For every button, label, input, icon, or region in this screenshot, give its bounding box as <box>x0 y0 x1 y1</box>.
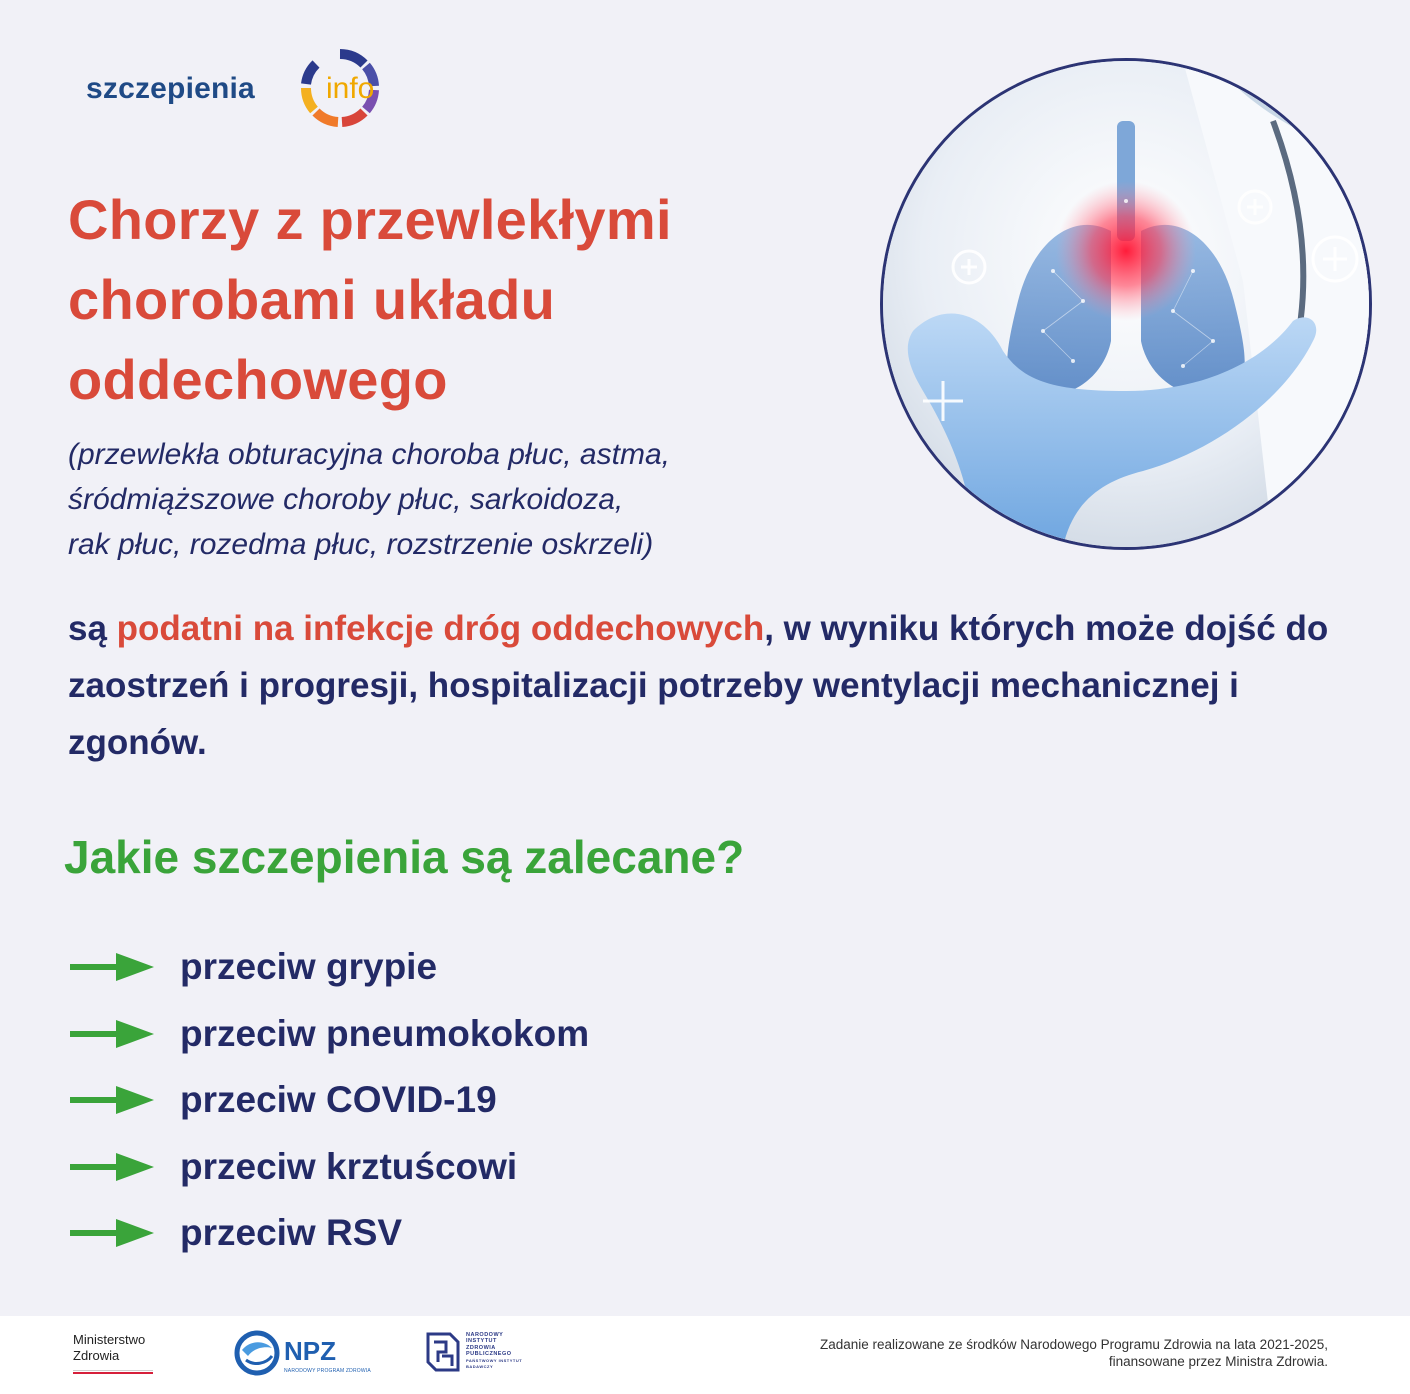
arrow-right-icon <box>70 1086 154 1114</box>
ministry-logo-line2: Zdrowia <box>73 1348 120 1363</box>
nizp-logo-text <box>466 1332 522 1370</box>
arrow-right-icon <box>70 1153 154 1181</box>
disease-list-subtitle <box>68 432 908 567</box>
subtitle-line: śródmiąższowe choroby płuc, sarkoidoza, <box>68 483 624 516</box>
title-line: Chorzy z przewlekłymi <box>68 188 672 251</box>
npz-logo-text: NPZ <box>284 1336 336 1366</box>
vaccine-label: przeciw krztuścowi <box>180 1145 518 1187</box>
title-line: oddechowego <box>68 348 448 411</box>
funding-line: Zadanie realizowane ze środków Narodowego Programu Zdrowia na lata 2021-2025, <box>819 1337 1328 1352</box>
body-text-highlight: podatni na infekcje dróg oddechowych <box>116 609 765 648</box>
arrow-right-icon <box>70 1020 154 1048</box>
funding-note <box>728 1336 1328 1370</box>
arrow-right-icon <box>70 1219 154 1247</box>
flag-bar <box>73 1370 153 1374</box>
lungs-in-gloved-hand-image <box>880 58 1372 550</box>
vaccine-list-item <box>70 1067 970 1134</box>
npz-logo[interactable] <box>234 1330 371 1378</box>
page-title <box>68 180 858 420</box>
footer <box>0 1316 1410 1394</box>
lungs-illustration-icon <box>883 61 1369 547</box>
vaccine-label: przeciw pneumokokom <box>180 1012 590 1054</box>
funding-line: finansowane przez Ministra Zdrowia. <box>1108 1354 1328 1369</box>
vaccine-list <box>70 934 970 1267</box>
npz-globe-icon <box>234 1330 280 1376</box>
nizp-line: PUBLICZNEGO <box>466 1351 512 1358</box>
logo-text-info: info <box>326 72 375 105</box>
vaccine-list-item <box>70 1200 970 1267</box>
nizp-pib-logo[interactable] <box>424 1330 524 1378</box>
vaccine-list-item <box>70 934 970 1001</box>
ministry-logo-line1: Ministerstwo <box>73 1332 146 1347</box>
vaccine-label: przeciw grypie <box>180 946 438 988</box>
vaccine-list-item <box>70 1001 970 1068</box>
logo-text-main: szczepienia <box>86 72 255 105</box>
npz-logo-subtext: NARODOWY PROGRAM ZDROWIA <box>284 1368 371 1374</box>
nizp-line: ZDROWIA <box>466 1344 496 1351</box>
subtitle-line: rak płuc, rozedma płuc, rozstrzenie oskrzeli) <box>68 528 654 561</box>
nizp-line: NARODOWY <box>466 1332 504 1338</box>
recommended-vaccines-heading: Jakie szczepienia są zalecane? <box>64 831 745 883</box>
arrow-right-icon <box>70 953 154 981</box>
nizp-line: INSTYTUT <box>466 1338 497 1345</box>
ministry-of-health-logo[interactable] <box>73 1332 155 1374</box>
szczepienia-info-logo[interactable] <box>86 46 406 130</box>
subtitle-line: (przewlekła obturacyjna choroba płuc, astma, <box>68 438 670 471</box>
nizp-emblem-icon <box>424 1330 462 1374</box>
body-text-part2: , w wyniku których może dojść do zaostrzeń i progresji, hospitalizacji potrzeby wentylacji mechanicznej i zgonów. <box>68 609 1329 762</box>
nizp-line: PAŃSTWOWY INSTYTUT <box>466 1357 523 1363</box>
body-text-part1: są <box>68 609 117 648</box>
nizp-line: BADAWCZY <box>466 1364 494 1370</box>
vaccine-list-item <box>70 1134 970 1201</box>
vaccine-label: przeciw COVID-19 <box>180 1079 497 1121</box>
risk-description <box>68 600 1358 771</box>
title-line: chorobami układu <box>68 268 556 331</box>
vaccine-label: przeciw RSV <box>180 1212 403 1254</box>
